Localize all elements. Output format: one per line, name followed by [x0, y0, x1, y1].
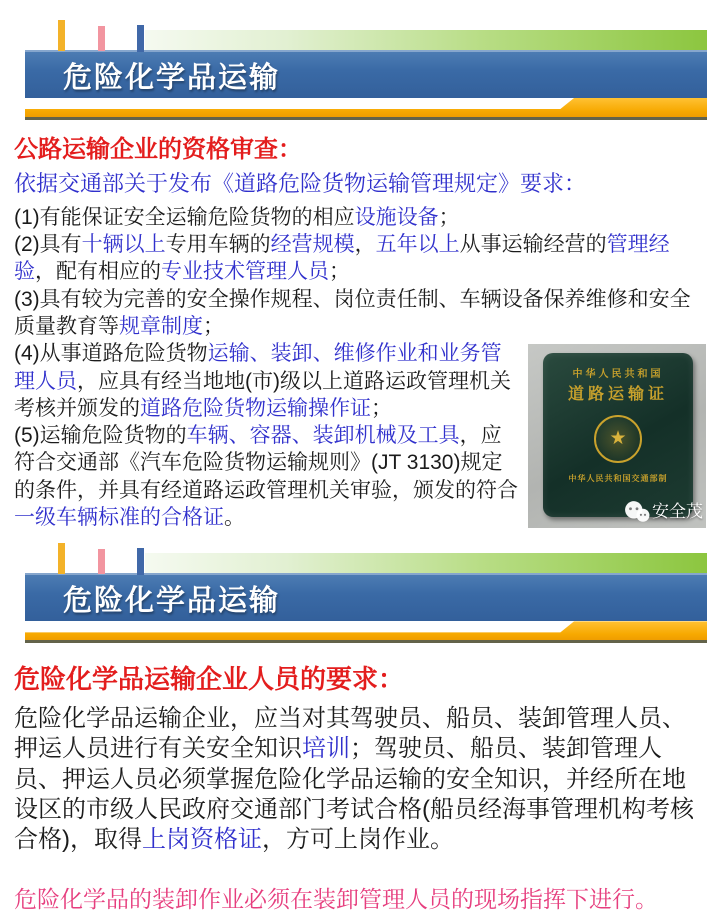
wechat-icon — [624, 501, 650, 523]
certificate-title-label: 道路运输证 — [567, 386, 668, 404]
green-gradient-strip — [145, 553, 707, 573]
banner-title: 危险化学品运输 — [63, 61, 281, 94]
requirement-item-1: (1)有能保证安全运输危险货物的相应设施设备； — [14, 205, 460, 229]
slide-2-body — [0, 643, 718, 914]
banner-title: 危险化学品运输 — [63, 584, 281, 617]
watermark — [624, 501, 703, 523]
certificate-country-label: 中华人民共和国 — [572, 369, 664, 381]
personnel-requirements-paragraph: 危险化学品运输企业，应当对其驾驶员、船员、装卸管理人员、押运人员进行有关安全知识培训；驾驶员、船员、装卸管理人员、押运人员必须掌握危险化学品运输的安全知识，并经所在地设区的市级人民政府交通部门考试合格(船员经海事管理机构考核合格)，取得上岗资格证，方可上岗作业。 — [14, 705, 694, 854]
intro-line: 依据交通部关于发布《道路危险货物运输管理规定》要求： — [14, 171, 587, 197]
slide-2-header — [25, 543, 707, 643]
requirement-item-5: (5)运输危险货物的车辆、容器、装卸机械及工具，应符合交通部《汽车危险货物运输规则》(JT 3130)规定的条件，并具有经道路运政管理机关审验，颁发的符合一级车辆标准的合格证。 — [14, 424, 518, 530]
green-gradient-strip — [145, 30, 707, 50]
accent-bar-blue — [137, 548, 144, 575]
title-banner — [25, 573, 707, 621]
loading-unloading-note: 危险化学品的装卸作业必须在装卸管理人员的现场指挥下进行。 — [14, 886, 658, 913]
slide-1-header — [25, 20, 707, 120]
slide-1-body — [0, 120, 718, 531]
emblem-star: ★ — [609, 427, 627, 449]
title-banner — [25, 50, 707, 98]
watermark-label: 安全茂 — [652, 502, 703, 522]
accent-bar-blue — [137, 25, 144, 52]
section-heading: 危险化学品运输企业人员的要求： — [14, 664, 405, 695]
ribbon-gold — [25, 621, 707, 640]
accent-bar-pink — [98, 26, 105, 51]
national-emblem-icon — [594, 415, 642, 463]
certificate-photo — [528, 344, 706, 528]
yellow-ribbon — [25, 98, 707, 120]
requirement-item-4: (4)从事道路危险货物运输、装卸、维修作业和业务管理人员，应具有经当地地(市)级以上道路运政管理机关考核并颁发的道路危险货物运输操作证； — [14, 342, 511, 420]
yellow-ribbon — [25, 621, 707, 643]
requirement-item-3: (3)具有较为完善的安全操作规程、岗位责任制、车辆设备保养维修和安全质量教育等规章制度； — [14, 287, 691, 338]
road-transport-certificate — [543, 353, 693, 517]
certificate-issuer-label: 中华人民共和国交通部制 — [568, 474, 668, 484]
slide-1 — [0, 20, 718, 531]
accent-bar-yellow — [58, 543, 65, 574]
requirement-item-2: (2)具有十辆以上专用车辆的经营规模，五年以上从事运输经营的管理经验，配有相应的专业技术管理人员； — [14, 233, 670, 284]
section-heading: 公路运输企业的资格审查： — [14, 136, 302, 163]
accent-bar-pink — [98, 549, 105, 574]
ribbon-gold — [25, 98, 707, 117]
accent-bar-yellow — [58, 20, 65, 51]
slide-2 — [0, 543, 718, 914]
